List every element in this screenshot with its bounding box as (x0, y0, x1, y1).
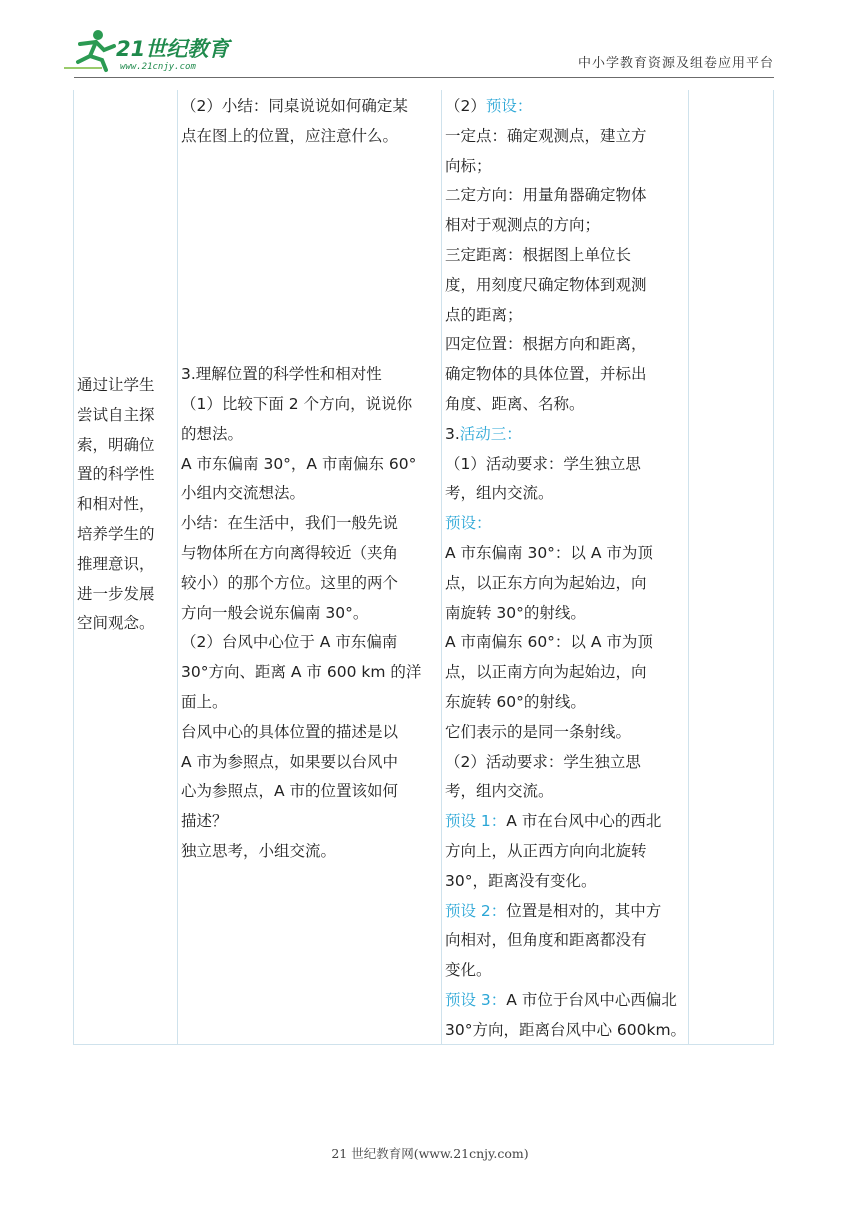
goal-line: 通过让学生 (77, 376, 155, 394)
line-text: 相对于观测点的方向； (445, 216, 601, 235)
student-line (445, 271, 687, 301)
student-line (445, 1016, 687, 1046)
student-line (445, 390, 687, 420)
teacher-activity-cell (181, 92, 439, 867)
student-line (445, 420, 687, 450)
page-footer: 21 世纪教育网(www.21cnjy.com) (331, 1146, 529, 1161)
teacher-line: 独立思考，小组交流。 (181, 841, 337, 860)
line-text: （1）活动要求：学生独立思 (445, 454, 641, 473)
logo-text: 21世纪教育 (116, 37, 230, 61)
line-text: 考，组内交流。 (445, 484, 554, 503)
line-text: （2）活动要求：学生独立思 (445, 752, 641, 771)
goal-line: 置的科学性 (77, 465, 155, 484)
table-divider-2 (441, 90, 442, 1045)
line-text: A 市东偏南 30°：以 A 市为顶 (445, 543, 653, 562)
teacher-line: 较小）的那个方位。这里的两个 (181, 573, 399, 592)
goal-line: 索，明确位 (77, 435, 155, 454)
student-activity-cell (445, 92, 687, 1046)
student-line (445, 450, 687, 480)
goal-line: 培养学生的 (77, 524, 155, 543)
teacher-line: （2）台风中心位于 A 市东偏南 (181, 633, 398, 652)
preset-tag: 预设： (485, 97, 533, 115)
line-text: 三定距离：根据图上单位长 (445, 245, 632, 264)
line-text: 30°，距离没有变化。 (445, 871, 597, 890)
student-line (445, 777, 687, 807)
student-line (445, 152, 687, 182)
preset-tag: 预设 2： (445, 901, 507, 920)
table-divider-3 (688, 90, 689, 1045)
teacher-line: 3.理解位置的科学性和相对性 (181, 365, 382, 384)
student-line (445, 181, 687, 211)
goal-line: 尝试自主探 (77, 405, 155, 424)
preset-tag: 预设 3： (445, 990, 507, 1009)
line-text: 它们表示的是同一条射线。 (445, 722, 632, 741)
line-text: 二定方向：用量角器确定物体 (445, 186, 647, 205)
line-text: 点的距离； (445, 305, 523, 324)
student-line (445, 539, 687, 569)
student-line (445, 986, 687, 1016)
line-text: 位置是相对的，其中方 (506, 901, 662, 920)
teacher-line: （1）比较下面 2 个方向，说说你 (181, 394, 413, 413)
goal-line: 空间观念。 (77, 614, 155, 633)
student-line (445, 837, 687, 867)
student-line (445, 599, 687, 629)
teacher-line: 描述？ (181, 812, 228, 831)
line-text: 四定位置：根据方向和距离， (445, 335, 647, 354)
teacher-line: 小结：在生活中，我们一般先说 (181, 514, 399, 533)
line-text: 确定物体的具体位置，并标出 (445, 365, 647, 384)
student-line (445, 92, 687, 122)
line-text: 度，用刻度尺确定物体到观测 (445, 275, 647, 294)
line-text: 向标； (445, 156, 492, 175)
student-line (445, 122, 687, 152)
line-text: A 市位于台风中心西偏北 (506, 990, 677, 1009)
teacher-line: 心为参照点，A 市的位置该如何 (181, 782, 399, 801)
teacher-line: 面上。 (181, 692, 228, 711)
line-text: A 市在台风中心的西北 (506, 812, 662, 831)
student-line (445, 360, 687, 390)
preset-tag: 预设 1： (445, 812, 507, 831)
line-text: 方向上，从正西方向向北旋转 (445, 841, 647, 860)
line-text: A 市南偏东 60°：以 A 市为顶 (445, 633, 653, 652)
student-line (445, 241, 687, 271)
line-text: 角度、距离、名称。 (445, 394, 585, 413)
student-line (445, 301, 687, 331)
goal-cell (77, 371, 177, 639)
student-line (445, 897, 687, 927)
teacher-line: （2）小结：同桌说说如何确定某 (181, 97, 408, 115)
student-line (445, 956, 687, 986)
student-line (445, 211, 687, 241)
line-text: 东旋转 60°的射线。 (445, 692, 586, 711)
line-prefix: 3. (445, 424, 460, 443)
teacher-line: 方向一般会说东偏南 30°。 (181, 603, 369, 622)
line-text: 点，以正南方向为起始边，向 (445, 663, 647, 682)
student-line (445, 926, 687, 956)
teacher-line: 点在图上的位置，应注意什么。 (181, 126, 399, 145)
student-line (445, 807, 687, 837)
student-line (445, 658, 687, 688)
logo-url: www.21cnjy.com (120, 62, 196, 72)
preset-tag: 活动三： (459, 424, 522, 443)
line-text: 点，以正东方向为起始边，向 (445, 573, 647, 592)
goal-line: 推理意识， (77, 554, 155, 573)
student-line (445, 479, 687, 509)
line-text: 变化。 (445, 961, 492, 980)
goal-line: 和相对性， (77, 495, 155, 514)
goal-line: 进一步发展 (77, 584, 155, 603)
teacher-line: A 市为参照点，如果要以台风中 (181, 752, 399, 771)
student-line (445, 867, 687, 897)
student-line (445, 718, 687, 748)
page-header (0, 0, 860, 90)
line-text: 30°方向，距离台风中心 600km。 (445, 1020, 687, 1039)
line-text: 考，组内交流。 (445, 782, 554, 801)
student-line (445, 330, 687, 360)
line-text: 南旋转 30°的射线。 (445, 603, 586, 622)
student-line (445, 688, 687, 718)
preset-tag: 预设： (445, 514, 492, 533)
line-text: 向相对，但角度和距离都没有 (445, 931, 647, 950)
student-line (445, 569, 687, 599)
student-line (445, 628, 687, 658)
teacher-line: 30°方向、距离 A 市 600 km 的洋 (181, 663, 422, 682)
teacher-line: 台风中心的具体位置的描述是以 (181, 722, 399, 741)
student-line (445, 509, 687, 539)
table-border-left (73, 90, 74, 1045)
table-border-right (773, 90, 774, 1045)
header-divider (74, 77, 774, 78)
teacher-line: A 市东偏南 30°，A 市南偏东 60° (181, 454, 417, 473)
student-line (445, 748, 687, 778)
table-divider-1 (177, 90, 178, 1045)
platform-title: 中小学教育资源及组卷应用平台 (577, 56, 774, 71)
teacher-line: 的想法。 (181, 424, 244, 443)
line-text: 一定点：确定观测点，建立方 (445, 126, 647, 145)
teacher-line: 小组内交流想法。 (181, 484, 306, 503)
line-prefix: （2） (445, 97, 486, 115)
teacher-line: 与物体所在方向离得较近（夹角 (181, 543, 399, 562)
